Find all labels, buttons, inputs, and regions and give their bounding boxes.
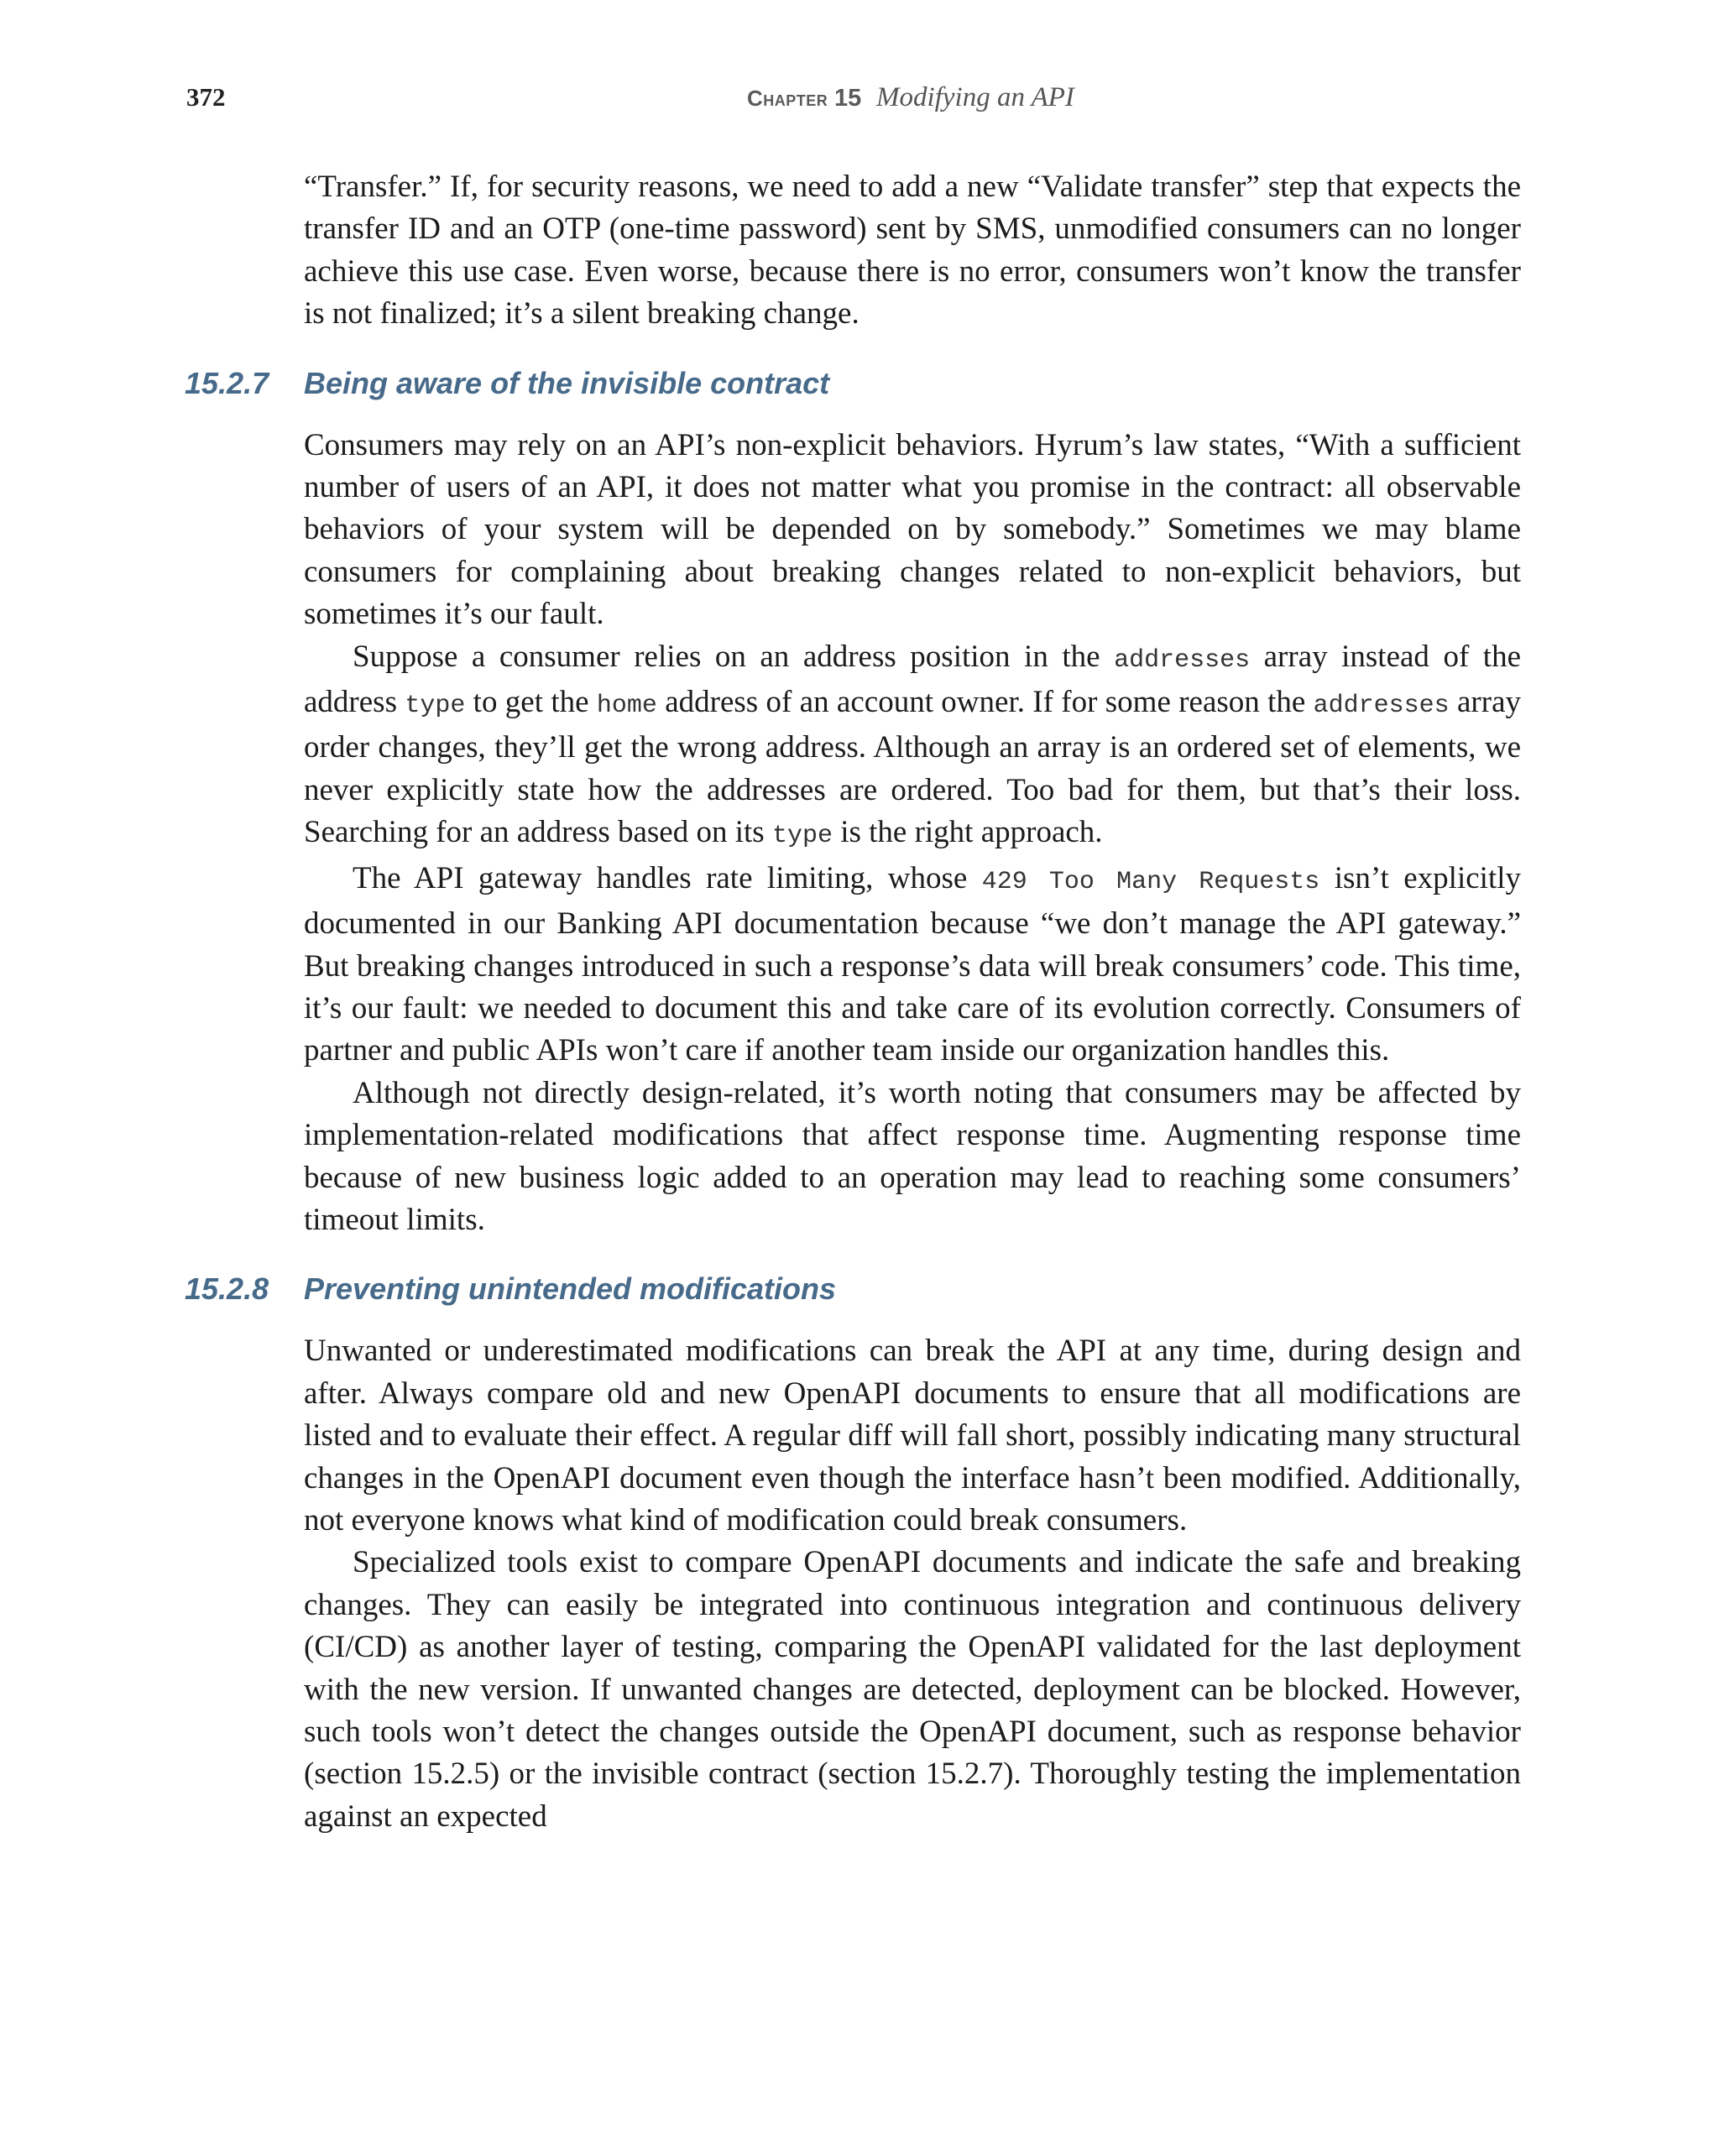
paragraph: Specialized tools exist to compare OpenAPI documents and indicate the safe and breaking changes. They can easily be integrated into continuous integration and continuous delivery (CI/CD) as another layer of testing, comparing the OpenAPI validated for the last deployment with the new version. If unwanted changes are detected, deployment can be blocked. However, such tools won’t detect the changes outside the OpenAPI document, such as response behavior (section 15.2.5) or the invisible contract (section 15.2.7). Thoroughly testing the implementation against an expected (304, 1545, 1521, 1834)
chapter-number: 15 (834, 85, 862, 112)
code-addresses: addresses (1114, 645, 1251, 675)
paragraph: Consumers may rely on an API’s non-explicit behaviors. Hyrum’s law states, “With a sufficient number of users of an API, it does not matter what you promise in the contract: all observable behaviors of your system will be depended on by somebody.” Sometimes we may blame consumers for complaining about breaking changes related to non-explicit behaviors, but sometimes it’s our fault. (304, 427, 1521, 632)
paragraph: Suppose a consumer relies on an address position in the addresses array instead of the address type to get the home address of an account owner. If for some reason the addresses array order changes, they’ll get the wrong address. Although an array is an ordered set of elements, we never explicitly state how the addresses are ordered. Too bad for them, but that’s their loss. Searching for an address based on its type is the right approach. (304, 639, 1521, 851)
code-type: type (405, 692, 466, 721)
code-type: type (771, 822, 833, 851)
section-title: Preventing unintended modifications (304, 1271, 837, 1307)
paragraph: The API gateway handles rate limiting, whose 429 Too Many Requests isn’t explicitly documented in our Banking API documentation because “we don’t manage the API gateway.” But breaking changes introduced in such a response’s data will break consumers’ code. This time, it’s our fault: we needed to document this and take care of its evolution correctly. Consumers of partner and public APIs won’t care if another team inside our organization handles this. (304, 860, 1522, 1068)
section-number: 15.2.7 (185, 365, 269, 400)
section-heading-15-2-7 (185, 365, 1521, 403)
section-number: 15.2.8 (185, 1271, 269, 1307)
page-number: 372 (186, 82, 226, 112)
running-head (747, 82, 1074, 113)
page-body (185, 166, 1522, 1838)
code-addresses: addresses (1313, 692, 1450, 721)
chapter-label: Chapter (747, 86, 828, 111)
paragraph: Unwanted or underestimated modifications can break the API at any time, during design and after. Always compare old and new OpenAPI documents to ensure that all modifications are listed and to evaluate their effect. A regular diff will fall short, possibly indicating many structural changes in the OpenAPI document even though the interface hasn’t been modified. Additionally, not everyone knows what kind of modification could break consumers. (304, 1334, 1521, 1537)
section-title: Being aware of the invisible contract (304, 365, 830, 400)
intro-paragraph: “Transfer.” If, for security reasons, we need to add a new “Validate transfer” step that expects the transfer ID and an OTP (one-time password) sent by SMS, unmodified consumers can no longer achieve this use case. Even worse, because there is no error, consumers won’t know the transfer is not finalized; it’s a silent breaking change. (304, 170, 1521, 331)
chapter-title: Modifying an API (876, 82, 1074, 112)
section-heading-15-2-8 (185, 1271, 1521, 1308)
code-home: home (596, 692, 657, 721)
paragraph: Although not directly design-related, it’s worth noting that consumers may be affected by implementation-related modifications that affect response time. Augmenting response time because of new business logic added to an operation may lead to reaching some consumers’ timeout limits. (304, 1075, 1521, 1237)
code-429-status: 429 Too Many Requests (981, 867, 1320, 896)
